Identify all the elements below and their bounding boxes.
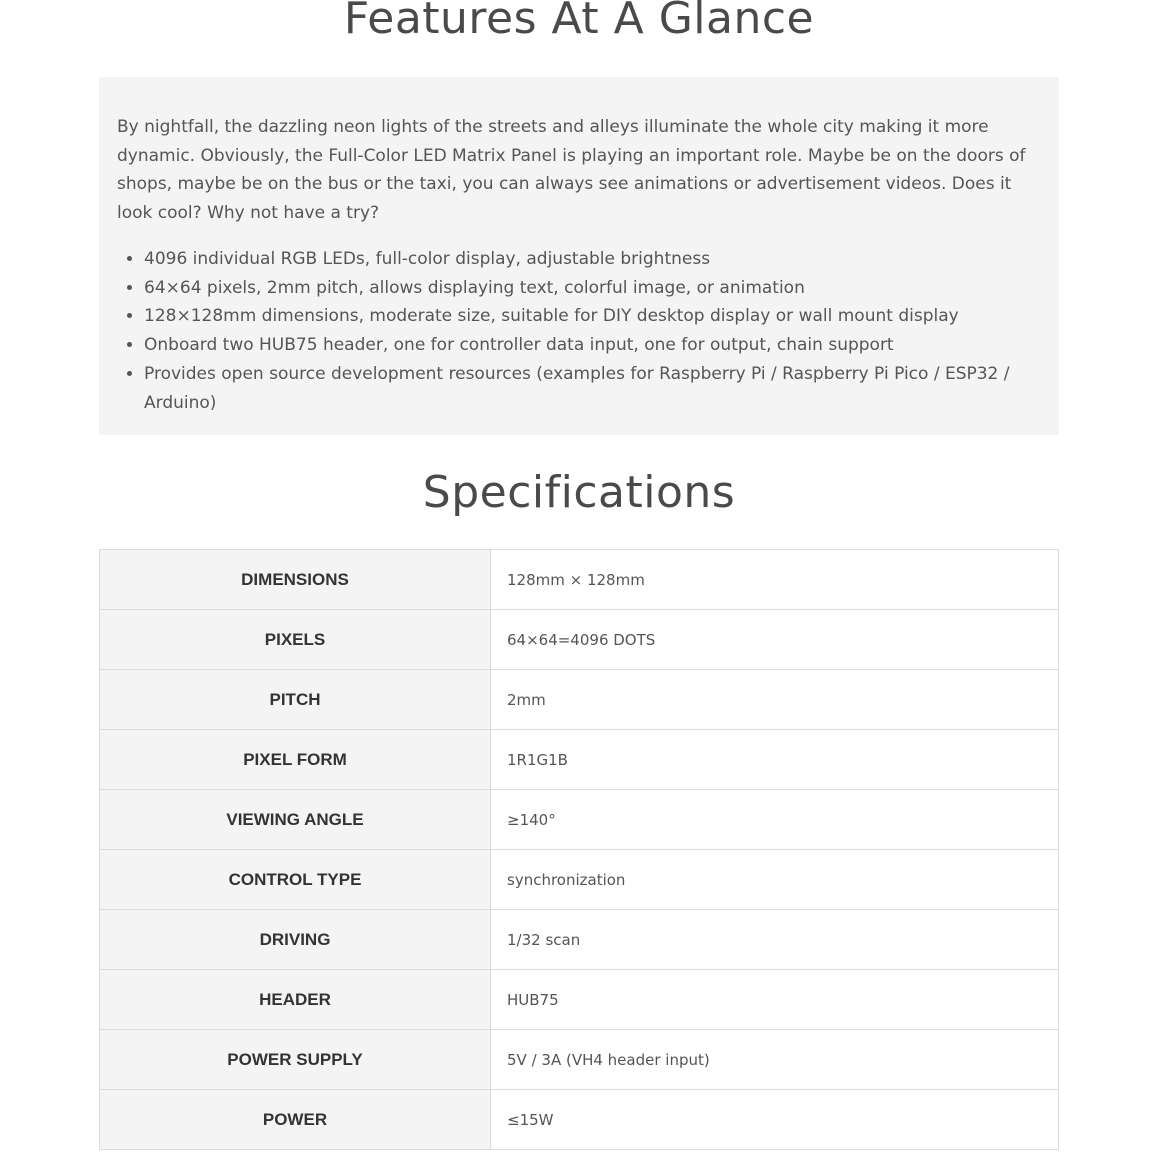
- table-row: [100, 670, 1059, 730]
- spec-key: HEADER: [100, 970, 491, 1030]
- spec-value: 128mm × 128mm: [491, 550, 1059, 610]
- table-row: [100, 1090, 1059, 1150]
- spec-value: ≥140°: [491, 790, 1059, 850]
- feature-item: • Onboard two HUB75 header, one for controller data input, one for output, chain support: [144, 331, 1041, 360]
- spec-value: synchronization: [491, 850, 1059, 910]
- spec-key: VIEWING ANGLE: [100, 790, 491, 850]
- table-row: [100, 730, 1059, 790]
- features-intro: By nightfall, the dazzling neon lights of the streets and alleys illuminate the whole city making it more dynamic. Obviously, the Full-Color LED Matrix Panel is playing an important role. Maybe be on the doors of shops, maybe be on the bus or the taxi, you can always see animations or advertisement videos. Does it look cool? Why not have a try?: [117, 117, 1026, 224]
- spec-value: 1/32 scan: [491, 910, 1059, 970]
- spec-key: CONTROL TYPE: [100, 850, 491, 910]
- table-row: [100, 970, 1059, 1030]
- table-row: [100, 550, 1059, 610]
- spec-key: PIXELS: [100, 610, 491, 670]
- features-title: Features At A Glance: [343, 0, 815, 44]
- feature-item: • 4096 individual RGB LEDs, full-color display, adjustable brightness: [144, 245, 1041, 274]
- feature-item: • Provides open source development resources (examples for Raspberry Pi / Raspberry Pi Pico / ESP32 / Arduino): [144, 360, 1041, 418]
- table-row: [100, 790, 1059, 850]
- spec-value: 64×64=4096 DOTS: [491, 610, 1059, 670]
- spec-value: 2mm: [491, 670, 1059, 730]
- table-row: [100, 1030, 1059, 1090]
- specifications-title: Specifications: [422, 467, 736, 518]
- table-row: [100, 850, 1059, 910]
- spec-value: ≤15W: [491, 1090, 1059, 1150]
- feature-list: [117, 245, 1041, 418]
- specifications-table: [99, 549, 1059, 1150]
- spec-key: POWER: [100, 1090, 491, 1150]
- table-row: [100, 610, 1059, 670]
- spec-key: DIMENSIONS: [100, 550, 491, 610]
- feature-item: • 128×128mm dimensions, moderate size, suitable for DIY desktop display or wall mount display: [144, 302, 1041, 331]
- spec-key: PIXEL FORM: [100, 730, 491, 790]
- spec-key: POWER SUPPLY: [100, 1030, 491, 1090]
- feature-item: • 64×64 pixels, 2mm pitch, allows displaying text, colorful image, or animation: [144, 274, 1041, 303]
- spec-value: 1R1G1B: [491, 730, 1059, 790]
- features-box: [99, 77, 1059, 435]
- table-row: [100, 910, 1059, 970]
- spec-key: DRIVING: [100, 910, 491, 970]
- spec-value: HUB75: [491, 970, 1059, 1030]
- spec-key: PITCH: [100, 670, 491, 730]
- spec-value: 5V / 3A (VH4 header input): [491, 1030, 1059, 1090]
